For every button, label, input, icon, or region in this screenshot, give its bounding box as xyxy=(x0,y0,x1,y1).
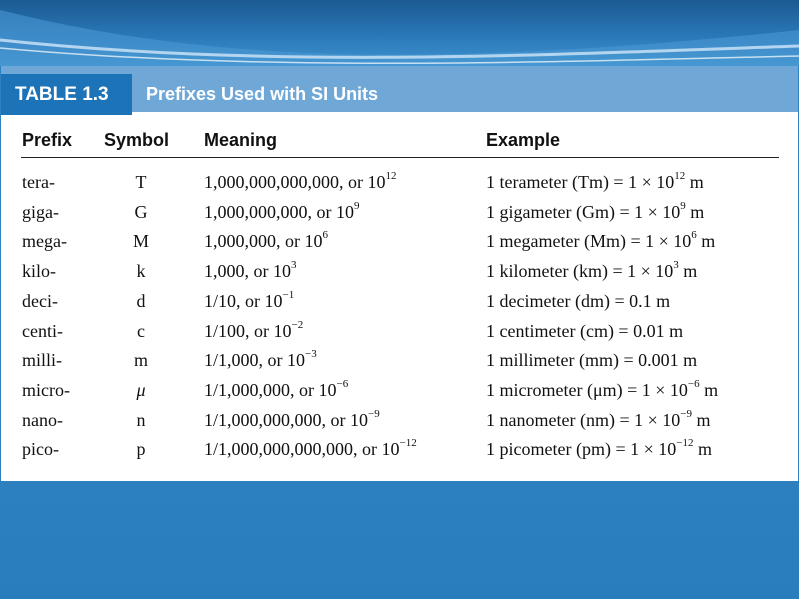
cell-symbol: G xyxy=(134,202,148,222)
cell-meaning xyxy=(204,439,417,460)
cell-symbol: μ xyxy=(136,380,146,400)
table-number-label: TABLE 1.3 xyxy=(1,74,132,115)
cell-meaning xyxy=(204,172,397,193)
cell-meaning xyxy=(204,350,317,371)
example-text: 1 nanometer (nm) = 1 × 10 xyxy=(486,410,681,430)
example-text: 1 kilometer (km) = 1 × 10 xyxy=(486,261,674,281)
example-exponent: 9 xyxy=(680,200,686,212)
cell-meaning xyxy=(204,231,328,252)
example-unit: m xyxy=(699,380,719,400)
cell-prefix: milli- xyxy=(22,350,62,370)
cell-meaning xyxy=(204,380,348,401)
cell-symbol: n xyxy=(136,410,146,430)
cell-prefix: mega- xyxy=(22,231,67,251)
cell-meaning xyxy=(204,202,360,223)
meaning-exponent: 9 xyxy=(354,200,360,212)
example-unit: m xyxy=(696,231,716,251)
meaning-exponent: −2 xyxy=(291,319,304,331)
cell-symbol: c xyxy=(137,321,145,341)
cell-symbol: m xyxy=(133,350,148,370)
meaning-text: 1/100, or 10 xyxy=(204,321,292,341)
cell-symbol: k xyxy=(136,261,146,281)
meaning-exponent: −6 xyxy=(336,378,349,390)
column-header-symbol: Symbol xyxy=(104,130,170,150)
meaning-text: 1,000, or 10 xyxy=(204,261,291,281)
example-exponent: −12 xyxy=(676,437,694,449)
column-header-example: Example xyxy=(486,130,561,150)
cell-example xyxy=(486,350,697,371)
column-header-meaning: Meaning xyxy=(204,130,278,150)
decorative-wave xyxy=(0,0,799,66)
cell-meaning xyxy=(204,321,303,342)
cell-example xyxy=(486,410,711,431)
meaning-exponent: 6 xyxy=(322,229,328,241)
meaning-exponent: 12 xyxy=(385,170,397,182)
example-exponent: 3 xyxy=(673,259,679,271)
cell-prefix: pico- xyxy=(22,439,59,459)
example-text: 1 gigameter (Gm) = 1 × 10 xyxy=(486,202,681,222)
cell-example xyxy=(486,291,670,312)
cell-example xyxy=(486,261,697,282)
table-title: Prefixes Used with SI Units xyxy=(146,84,379,104)
meaning-exponent: −3 xyxy=(305,348,317,360)
cell-prefix: deci- xyxy=(22,291,58,311)
cell-prefix: centi- xyxy=(22,321,63,341)
cell-prefix: nano- xyxy=(22,410,63,430)
cell-prefix: micro- xyxy=(22,380,70,400)
example-unit: m xyxy=(691,410,711,430)
example-exponent: 6 xyxy=(691,229,697,241)
cell-symbol: d xyxy=(136,291,146,311)
example-exponent: −6 xyxy=(687,378,700,390)
example-text: 1 centimeter (cm) = 0.01 m xyxy=(486,321,684,341)
cell-example xyxy=(486,231,715,252)
column-header-prefix: Prefix xyxy=(22,130,73,150)
header-divider xyxy=(21,157,779,158)
example-exponent: 12 xyxy=(674,170,686,182)
cell-example xyxy=(486,202,704,223)
cell-prefix: giga- xyxy=(22,202,59,222)
cell-example xyxy=(486,172,704,193)
cell-meaning xyxy=(204,291,294,312)
example-text: 1 picometer (pm) = 1 × 10 xyxy=(486,439,677,459)
meaning-text: 1/1,000,000, or 10 xyxy=(204,380,337,400)
meaning-text: 1/1,000,000,000,000, or 10 xyxy=(204,439,400,459)
example-text: 1 megameter (Mm) = 1 × 10 xyxy=(486,231,692,251)
cell-meaning xyxy=(204,261,297,282)
example-text: 1 terameter (Tm) = 1 × 10 xyxy=(486,172,675,192)
slide-top-banner xyxy=(0,0,799,66)
cell-prefix: tera- xyxy=(22,172,55,192)
example-unit: m xyxy=(685,172,704,192)
meaning-text: 1/10, or 10 xyxy=(204,291,283,311)
meaning-text: 1/1,000,000,000, or 10 xyxy=(204,410,368,430)
example-text: 1 millimeter (mm) = 0.001 m xyxy=(486,350,698,370)
meaning-text: 1,000,000, or 10 xyxy=(204,231,323,251)
meaning-text: 1/1,000, or 10 xyxy=(204,350,305,370)
meaning-exponent: 3 xyxy=(291,259,297,271)
cell-symbol: M xyxy=(132,231,149,251)
cell-prefix: kilo- xyxy=(22,261,56,281)
example-unit: m xyxy=(685,202,705,222)
example-unit: m xyxy=(693,439,712,459)
cell-symbol: T xyxy=(135,172,147,192)
example-exponent: −9 xyxy=(680,408,692,420)
example-text: 1 micrometer (μm) = 1 × 10 xyxy=(486,380,688,400)
meaning-exponent: −9 xyxy=(368,408,380,420)
meaning-exponent: −1 xyxy=(282,289,295,301)
meaning-text: 1,000,000,000, or 10 xyxy=(204,202,354,222)
example-text: 1 decimeter (dm) = 0.1 m xyxy=(486,291,671,311)
cell-meaning xyxy=(204,410,380,431)
meaning-exponent: −12 xyxy=(399,437,417,449)
cell-example xyxy=(486,439,712,460)
cell-example xyxy=(486,321,683,342)
meaning-text: 1,000,000,000,000, or 10 xyxy=(204,172,386,192)
cell-example xyxy=(486,380,718,401)
cell-symbol: p xyxy=(136,439,146,459)
example-unit: m xyxy=(678,261,698,281)
